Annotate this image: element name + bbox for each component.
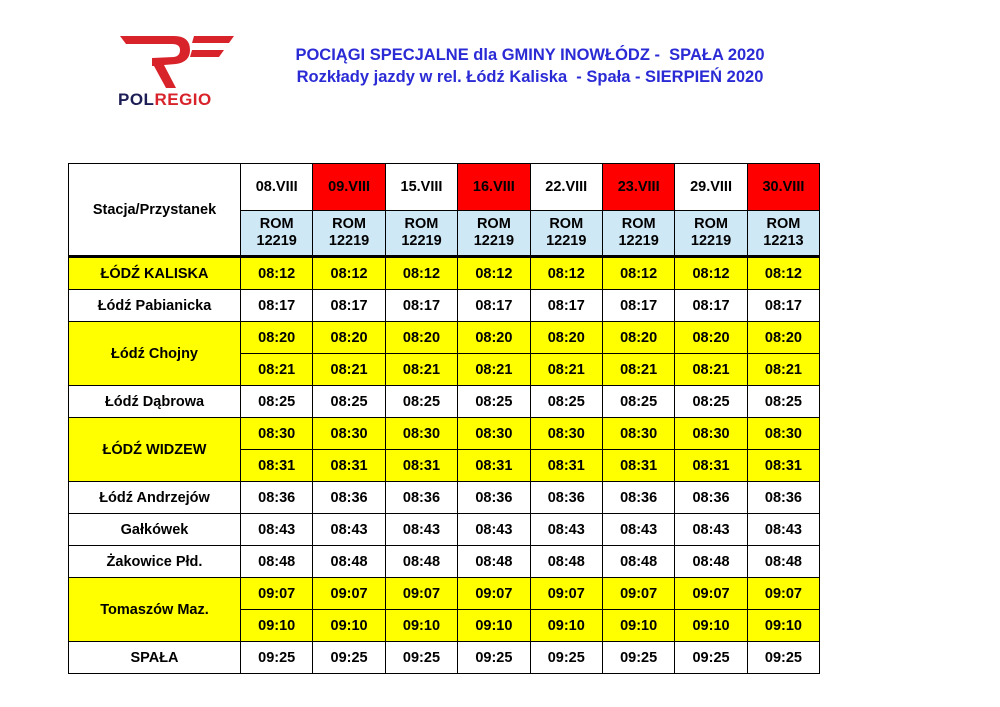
time-cell: 09:25 <box>675 642 747 674</box>
train-number-cell <box>458 211 530 257</box>
page-header <box>240 44 820 88</box>
train-number: 12219 <box>328 233 370 249</box>
table-row <box>69 514 820 546</box>
time-cell: 08:30 <box>530 418 602 450</box>
time-cell: 08:21 <box>602 354 674 386</box>
time-cell: 09:25 <box>747 642 819 674</box>
time-cell: 08:20 <box>530 322 602 354</box>
date-header-cell: 15.VIII <box>385 164 457 211</box>
polregio-logo-mark <box>112 30 242 90</box>
train-category: ROM <box>621 216 656 232</box>
time-cell: 09:10 <box>241 610 313 642</box>
time-cell: 08:43 <box>747 514 819 546</box>
time-cell: 08:25 <box>602 386 674 418</box>
time-cell: 08:25 <box>385 386 457 418</box>
time-cell: 08:43 <box>313 514 385 546</box>
time-cell: 08:48 <box>602 546 674 578</box>
time-cell: 08:21 <box>747 354 819 386</box>
time-cell: 08:20 <box>675 322 747 354</box>
train-number: 12219 <box>256 233 297 249</box>
time-cell: 08:20 <box>458 322 530 354</box>
time-cell: 09:07 <box>747 578 819 610</box>
table-row <box>69 642 820 674</box>
date-header-cell: 08.VIII <box>241 164 313 211</box>
time-cell: 08:36 <box>530 482 602 514</box>
train-category: ROM <box>259 216 294 232</box>
time-cell: 08:30 <box>675 418 747 450</box>
logo-regio: REGIO <box>154 90 212 109</box>
station-name: Łódź Andrzejów <box>69 482 241 514</box>
station-name: Łódź Chojny <box>69 322 241 386</box>
time-cell: 08:25 <box>530 386 602 418</box>
time-cell: 08:21 <box>530 354 602 386</box>
time-cell: 09:07 <box>313 578 385 610</box>
time-cell: 08:12 <box>602 257 674 290</box>
time-cell: 08:21 <box>458 354 530 386</box>
time-cell: 08:20 <box>385 322 457 354</box>
train-number: 12219 <box>401 233 442 249</box>
time-cell: 08:25 <box>747 386 819 418</box>
time-cell: 08:17 <box>602 290 674 322</box>
time-cell: 09:10 <box>458 610 530 642</box>
time-cell: 08:43 <box>385 514 457 546</box>
time-cell: 08:12 <box>313 257 385 290</box>
time-cell: 08:36 <box>675 482 747 514</box>
time-cell: 08:31 <box>747 450 819 482</box>
time-cell: 08:21 <box>385 354 457 386</box>
time-cell: 09:07 <box>385 578 457 610</box>
date-header-cell: 16.VIII <box>458 164 530 211</box>
header-subtitle: Rozkłady jazdy w rel. Łódź Kaliska - Spała - SIERPIEŃ 2020 <box>296 68 764 86</box>
time-cell: 09:07 <box>530 578 602 610</box>
train-number-cell <box>530 211 602 257</box>
table-row <box>69 546 820 578</box>
station-name: Gałkówek <box>69 514 241 546</box>
time-cell: 08:36 <box>385 482 457 514</box>
time-cell: 08:36 <box>241 482 313 514</box>
train-number: 12219 <box>473 233 515 249</box>
time-cell: 08:17 <box>530 290 602 322</box>
table-row <box>69 578 820 610</box>
train-number-cell <box>747 211 819 257</box>
time-cell: 09:25 <box>313 642 385 674</box>
date-header-row <box>69 164 820 211</box>
time-cell: 08:30 <box>385 418 457 450</box>
train-number-cell <box>313 211 385 257</box>
train-category: ROM <box>404 216 439 232</box>
polregio-logo <box>112 30 242 114</box>
train-number-cell <box>241 211 313 257</box>
train-number-cell <box>675 211 747 257</box>
time-cell: 09:25 <box>241 642 313 674</box>
polregio-wordmark <box>118 90 242 110</box>
train-category: ROM <box>766 216 801 232</box>
time-cell: 08:43 <box>530 514 602 546</box>
time-cell: 08:21 <box>241 354 313 386</box>
train-number: 12219 <box>546 233 587 249</box>
time-cell: 08:21 <box>313 354 385 386</box>
time-cell: 08:30 <box>313 418 385 450</box>
time-cell: 08:12 <box>458 257 530 290</box>
time-cell: 09:10 <box>747 610 819 642</box>
date-header-cell: 09.VIII <box>313 164 385 211</box>
time-cell: 08:48 <box>675 546 747 578</box>
time-cell: 09:25 <box>385 642 457 674</box>
time-cell: 09:07 <box>241 578 313 610</box>
time-cell: 09:10 <box>313 610 385 642</box>
time-cell: 08:17 <box>385 290 457 322</box>
time-cell: 08:20 <box>747 322 819 354</box>
time-cell: 09:10 <box>602 610 674 642</box>
table-row <box>69 257 820 290</box>
station-name: ŁÓDŹ KALISKA <box>69 257 241 290</box>
time-cell: 08:31 <box>241 450 313 482</box>
time-cell: 08:31 <box>675 450 747 482</box>
time-cell: 08:25 <box>675 386 747 418</box>
time-cell: 09:25 <box>530 642 602 674</box>
time-cell: 08:31 <box>458 450 530 482</box>
date-header-cell: 30.VIII <box>747 164 819 211</box>
station-name: Żakowice Płd. <box>69 546 241 578</box>
date-header-cell: 22.VIII <box>530 164 602 211</box>
time-cell: 09:10 <box>385 610 457 642</box>
table-row <box>69 386 820 418</box>
date-header-cell: 29.VIII <box>675 164 747 211</box>
time-cell: 08:17 <box>675 290 747 322</box>
time-cell: 09:10 <box>530 610 602 642</box>
time-cell: 08:48 <box>530 546 602 578</box>
time-cell: 08:17 <box>747 290 819 322</box>
time-cell: 08:48 <box>458 546 530 578</box>
time-cell: 08:25 <box>313 386 385 418</box>
time-cell: 08:12 <box>747 257 819 290</box>
time-cell: 08:36 <box>458 482 530 514</box>
time-cell: 08:12 <box>675 257 747 290</box>
station-name: Łódź Pabianicka <box>69 290 241 322</box>
time-cell: 08:43 <box>602 514 674 546</box>
train-number: 12219 <box>690 233 732 249</box>
date-header-cell: 23.VIII <box>602 164 674 211</box>
time-cell: 08:12 <box>385 257 457 290</box>
station-name: Tomaszów Maz. <box>69 578 241 642</box>
time-cell: 08:21 <box>675 354 747 386</box>
time-cell: 09:10 <box>675 610 747 642</box>
train-category: ROM <box>332 216 366 232</box>
time-cell: 08:20 <box>313 322 385 354</box>
time-cell: 08:31 <box>385 450 457 482</box>
time-cell: 08:30 <box>602 418 674 450</box>
time-cell: 08:31 <box>530 450 602 482</box>
time-cell: 08:43 <box>675 514 747 546</box>
train-number-cell <box>385 211 457 257</box>
time-cell: 08:30 <box>747 418 819 450</box>
station-name: ŁÓDŹ WIDZEW <box>69 418 241 482</box>
time-cell: 09:07 <box>602 578 674 610</box>
table-row <box>69 322 820 354</box>
time-cell: 08:31 <box>313 450 385 482</box>
station-name: SPAŁA <box>69 642 241 674</box>
time-cell: 08:17 <box>313 290 385 322</box>
train-category: ROM <box>476 216 511 232</box>
time-cell: 09:07 <box>675 578 747 610</box>
time-cell: 08:36 <box>747 482 819 514</box>
train-category: ROM <box>694 216 728 232</box>
time-cell: 08:48 <box>241 546 313 578</box>
time-cell: 08:17 <box>241 290 313 322</box>
time-cell: 08:43 <box>458 514 530 546</box>
logo-pol: POL <box>118 90 155 109</box>
time-cell: 08:17 <box>458 290 530 322</box>
train-category: ROM <box>549 216 584 232</box>
time-cell: 08:25 <box>241 386 313 418</box>
table-row <box>69 482 820 514</box>
time-cell: 08:48 <box>313 546 385 578</box>
time-cell: 08:20 <box>241 322 313 354</box>
train-number: 12219 <box>618 233 659 249</box>
time-cell: 08:43 <box>241 514 313 546</box>
time-cell: 08:36 <box>602 482 674 514</box>
station-name: Łódź Dąbrowa <box>69 386 241 418</box>
timetable <box>68 163 820 674</box>
time-cell: 08:20 <box>602 322 674 354</box>
table-row <box>69 290 820 322</box>
time-cell: 08:25 <box>458 386 530 418</box>
time-cell: 08:48 <box>385 546 457 578</box>
time-cell: 08:31 <box>602 450 674 482</box>
train-number-cell <box>602 211 674 257</box>
time-cell: 08:36 <box>313 482 385 514</box>
time-cell: 08:12 <box>530 257 602 290</box>
station-column-header: Stacja/Przystanek <box>69 164 241 257</box>
time-cell: 09:25 <box>458 642 530 674</box>
time-cell: 09:07 <box>458 578 530 610</box>
train-number: 12213 <box>763 233 804 249</box>
time-cell: 08:30 <box>241 418 313 450</box>
time-cell: 09:25 <box>602 642 674 674</box>
time-cell: 08:48 <box>747 546 819 578</box>
header-title: POCIĄGI SPECJALNE dla GMINY INOWŁÓDZ - SPAŁA 2020 <box>295 46 765 64</box>
time-cell: 08:12 <box>241 257 313 290</box>
time-cell: 08:30 <box>458 418 530 450</box>
table-row <box>69 418 820 450</box>
